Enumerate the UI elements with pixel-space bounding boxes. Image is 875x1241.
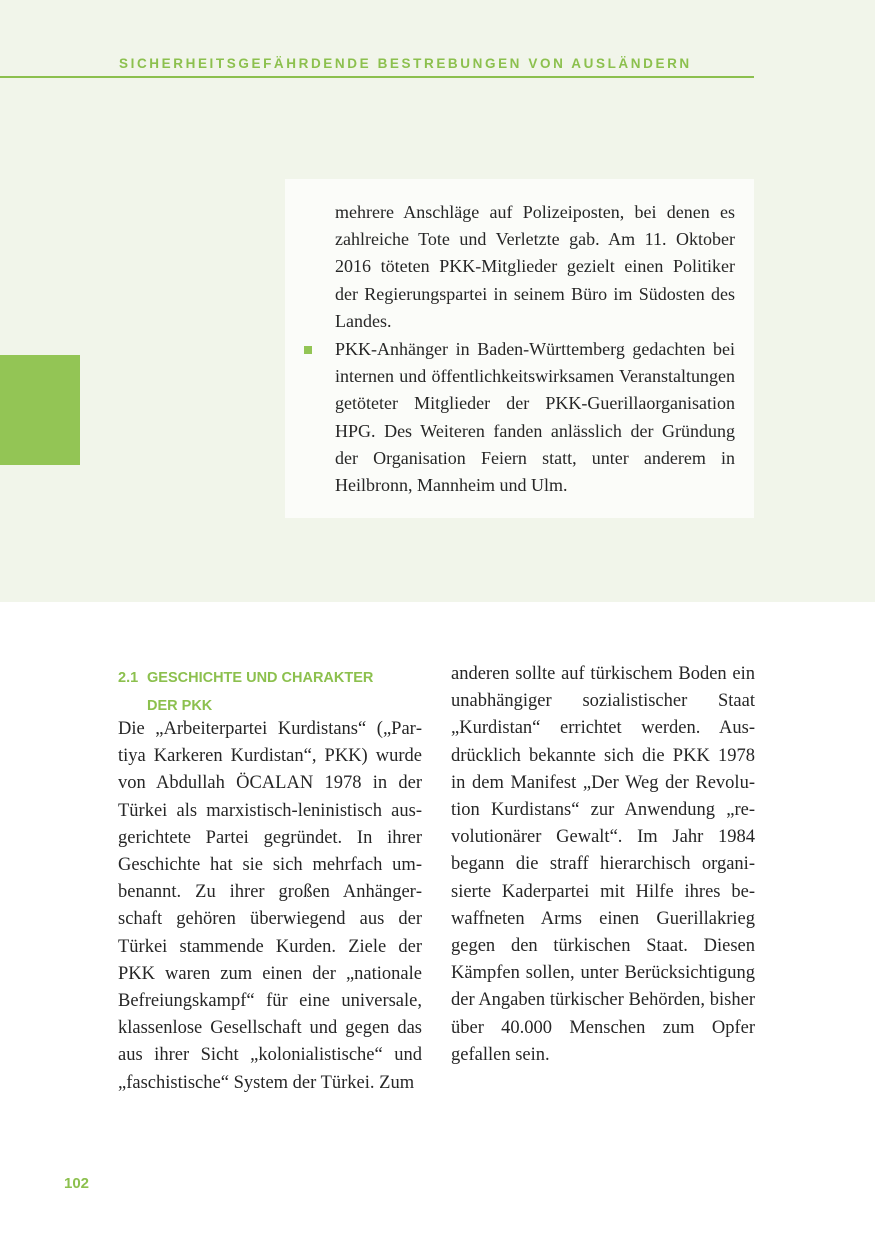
info-box-paragraph-2: PKK-Anhänger in Baden-Württemberg gedachten bei internen und öffentlichkeitswirksamen Veranstaltungen getöteter Mitglieder der PKK-Guerillaorganisation HPG. Des Weiteren fanden anlässlich der Gründung der Organisation Feiern statt, unter anderem in Heilbronn, Mannheim und Ulm. — [335, 339, 735, 496]
info-box-paragraph-1: mehrere Anschläge auf Polizeiposten, bei denen es zahlreiche Tote und Verletzte gab. Am 11. Oktober 2016 töteten PKK-Mitglieder gezielt einen Politiker der Regierungspartei in seinem Büro im Südosten des Landes. — [335, 202, 735, 331]
page-number: 102 — [64, 1175, 90, 1192]
body-right-column: anderen sollte auf türkischem Boden ein unabhängiger sozialistischer Staat „Kurdistan“ errichtet werden. Ausdrücklich bekannte sich die PKK 1978 in dem Manifest „Der Weg der Revolution Kurdistans“ zur Anwendung „revolutionärer Gewalt“. Im Jahr 1984 begann die straff hierarchisch organisierte Kaderpartei mit Hilfe ihres bewaffneten Arms einen Guerillakrieg gegen den türkischen Staat. Diesen Kämpfen sollen, unter Berücksichtigung der Angaben türkischer Behörden, bisher über 40.000 Menschen zum Opfer gefallen sein. — [451, 664, 755, 1065]
section-heading — [118, 664, 373, 720]
header-rule — [0, 76, 754, 78]
body-left-column: Die „Arbeiterpartei Kurdistans“ („Partiya Karkeren Kurdistan“, PKK) wurde von Abdullah ÖCALAN 1978 in der Türkei als marxistisch-leninistisch ausgerichtete Partei gegründet. In ihrer Geschichte hat sie sich mehrfach umbenannt. Zu ihrer großen Anhängerschaft gehören überwiegend aus der Türkei stammende Kurden. Ziele der PKK waren zum einen der „nationale Befreiungskampf“ für eine universale, klassenlose Gesellschaft und gegen das aus ihrer Sicht „kolonialistische“ und „faschistische“ System der Türkei. Zum — [118, 719, 422, 1093]
section-number: 2.1 — [118, 670, 139, 686]
square-bullet-icon — [304, 346, 312, 354]
section-title-line-2: DER PKK — [147, 698, 213, 714]
chapter-side-tab — [0, 355, 80, 465]
running-head: SICHERHEITSGEFÄHRDENDE BESTREBUNGEN VON AUSLÄNDERN — [119, 56, 692, 71]
section-title-line-1: GESCHICHTE UND CHARAKTER — [147, 670, 374, 686]
